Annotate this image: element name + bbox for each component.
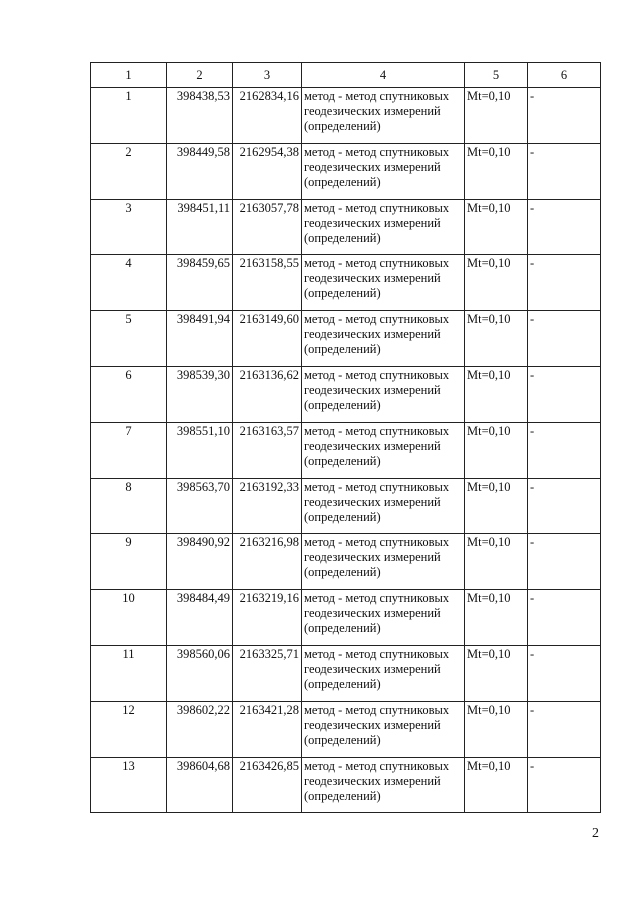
method-cell: метод - метод спутниковых геодезических измерений (определений) <box>302 255 465 311</box>
table-row <box>91 366 601 422</box>
point-number-cell: 2 <box>91 143 167 199</box>
coordinate-y-cell: 2162954,38 <box>233 143 302 199</box>
coordinate-y-cell: 2163158,55 <box>233 255 302 311</box>
accuracy-cell: Mt=0,10 <box>465 311 528 367</box>
coordinate-y-cell: 2163192,33 <box>233 478 302 534</box>
note-cell: - <box>528 366 601 422</box>
accuracy-cell: Mt=0,10 <box>465 88 528 144</box>
note-cell: - <box>528 534 601 590</box>
point-number-cell: 7 <box>91 422 167 478</box>
note-cell: - <box>528 88 601 144</box>
coordinate-x-cell: 398484,49 <box>167 590 233 646</box>
note-cell: - <box>528 590 601 646</box>
table-row <box>91 590 601 646</box>
method-cell: метод - метод спутниковых геодезических измерений (определений) <box>302 422 465 478</box>
header-cell: 2 <box>167 63 233 88</box>
point-number-cell: 5 <box>91 311 167 367</box>
point-number-cell: 3 <box>91 199 167 255</box>
coordinate-y-cell: 2163057,78 <box>233 199 302 255</box>
point-number-cell: 13 <box>91 757 167 813</box>
method-cell: метод - метод спутниковых геодезических измерений (определений) <box>302 143 465 199</box>
note-cell: - <box>528 757 601 813</box>
table-row <box>91 534 601 590</box>
table-row <box>91 757 601 813</box>
coordinate-x-cell: 398459,65 <box>167 255 233 311</box>
accuracy-cell: Mt=0,10 <box>465 701 528 757</box>
coordinate-y-cell: 2163421,28 <box>233 701 302 757</box>
coordinate-x-cell: 398602,22 <box>167 701 233 757</box>
method-cell: метод - метод спутниковых геодезических измерений (определений) <box>302 366 465 422</box>
method-cell: метод - метод спутниковых геодезических измерений (определений) <box>302 199 465 255</box>
accuracy-cell: Mt=0,10 <box>465 366 528 422</box>
coordinate-x-cell: 398438,53 <box>167 88 233 144</box>
accuracy-cell: Mt=0,10 <box>465 645 528 701</box>
point-number-cell: 1 <box>91 88 167 144</box>
table-row <box>91 478 601 534</box>
accuracy-cell: Mt=0,10 <box>465 757 528 813</box>
accuracy-cell: Mt=0,10 <box>465 422 528 478</box>
coordinate-x-cell: 398551,10 <box>167 422 233 478</box>
table-row <box>91 311 601 367</box>
note-cell: - <box>528 199 601 255</box>
coordinate-y-cell: 2163426,85 <box>233 757 302 813</box>
coordinate-y-cell: 2162834,16 <box>233 88 302 144</box>
table-row <box>91 701 601 757</box>
table-header <box>91 63 601 88</box>
coordinate-x-cell: 398604,68 <box>167 757 233 813</box>
note-cell: - <box>528 143 601 199</box>
accuracy-cell: Mt=0,10 <box>465 143 528 199</box>
page-number: 2 <box>592 826 599 841</box>
point-number-cell: 9 <box>91 534 167 590</box>
accuracy-cell: Mt=0,10 <box>465 199 528 255</box>
table-row <box>91 199 601 255</box>
point-number-cell: 8 <box>91 478 167 534</box>
note-cell: - <box>528 478 601 534</box>
note-cell: - <box>528 255 601 311</box>
method-cell: метод - метод спутниковых геодезических измерений (определений) <box>302 478 465 534</box>
coordinate-y-cell: 2163216,98 <box>233 534 302 590</box>
note-cell: - <box>528 311 601 367</box>
header-cell: 3 <box>233 63 302 88</box>
note-cell: - <box>528 422 601 478</box>
table-row <box>91 255 601 311</box>
coordinate-y-cell: 2163163,57 <box>233 422 302 478</box>
coordinate-y-cell: 2163136,62 <box>233 366 302 422</box>
point-number-cell: 4 <box>91 255 167 311</box>
coordinate-x-cell: 398451,11 <box>167 199 233 255</box>
note-cell: - <box>528 645 601 701</box>
accuracy-cell: Mt=0,10 <box>465 255 528 311</box>
point-number-cell: 12 <box>91 701 167 757</box>
method-cell: метод - метод спутниковых геодезических измерений (определений) <box>302 757 465 813</box>
coordinate-x-cell: 398491,94 <box>167 311 233 367</box>
coordinate-x-cell: 398560,06 <box>167 645 233 701</box>
method-cell: метод - метод спутниковых геодезических измерений (определений) <box>302 590 465 646</box>
method-cell: метод - метод спутниковых геодезических измерений (определений) <box>302 645 465 701</box>
coordinate-y-cell: 2163219,16 <box>233 590 302 646</box>
accuracy-cell: Mt=0,10 <box>465 534 528 590</box>
header-row <box>91 63 601 88</box>
method-cell: метод - метод спутниковых геодезических измерений (определений) <box>302 311 465 367</box>
point-number-cell: 11 <box>91 645 167 701</box>
header-cell: 5 <box>465 63 528 88</box>
note-cell: - <box>528 701 601 757</box>
coordinate-x-cell: 398563,70 <box>167 478 233 534</box>
accuracy-cell: Mt=0,10 <box>465 590 528 646</box>
header-cell: 1 <box>91 63 167 88</box>
table-body <box>91 88 601 813</box>
method-cell: метод - метод спутниковых геодезических измерений (определений) <box>302 88 465 144</box>
point-number-cell: 6 <box>91 366 167 422</box>
coordinate-x-cell: 398449,58 <box>167 143 233 199</box>
coordinate-x-cell: 398490,92 <box>167 534 233 590</box>
table-row <box>91 143 601 199</box>
point-number-cell: 10 <box>91 590 167 646</box>
table-row <box>91 645 601 701</box>
method-cell: метод - метод спутниковых геодезических измерений (определений) <box>302 534 465 590</box>
table-row <box>91 88 601 144</box>
header-cell: 6 <box>528 63 601 88</box>
coordinate-y-cell: 2163325,71 <box>233 645 302 701</box>
coordinate-y-cell: 2163149,60 <box>233 311 302 367</box>
method-cell: метод - метод спутниковых геодезических измерений (определений) <box>302 701 465 757</box>
header-cell: 4 <box>302 63 465 88</box>
table-row <box>91 422 601 478</box>
coordinates-table <box>90 62 601 813</box>
coordinate-x-cell: 398539,30 <box>167 366 233 422</box>
accuracy-cell: Mt=0,10 <box>465 478 528 534</box>
